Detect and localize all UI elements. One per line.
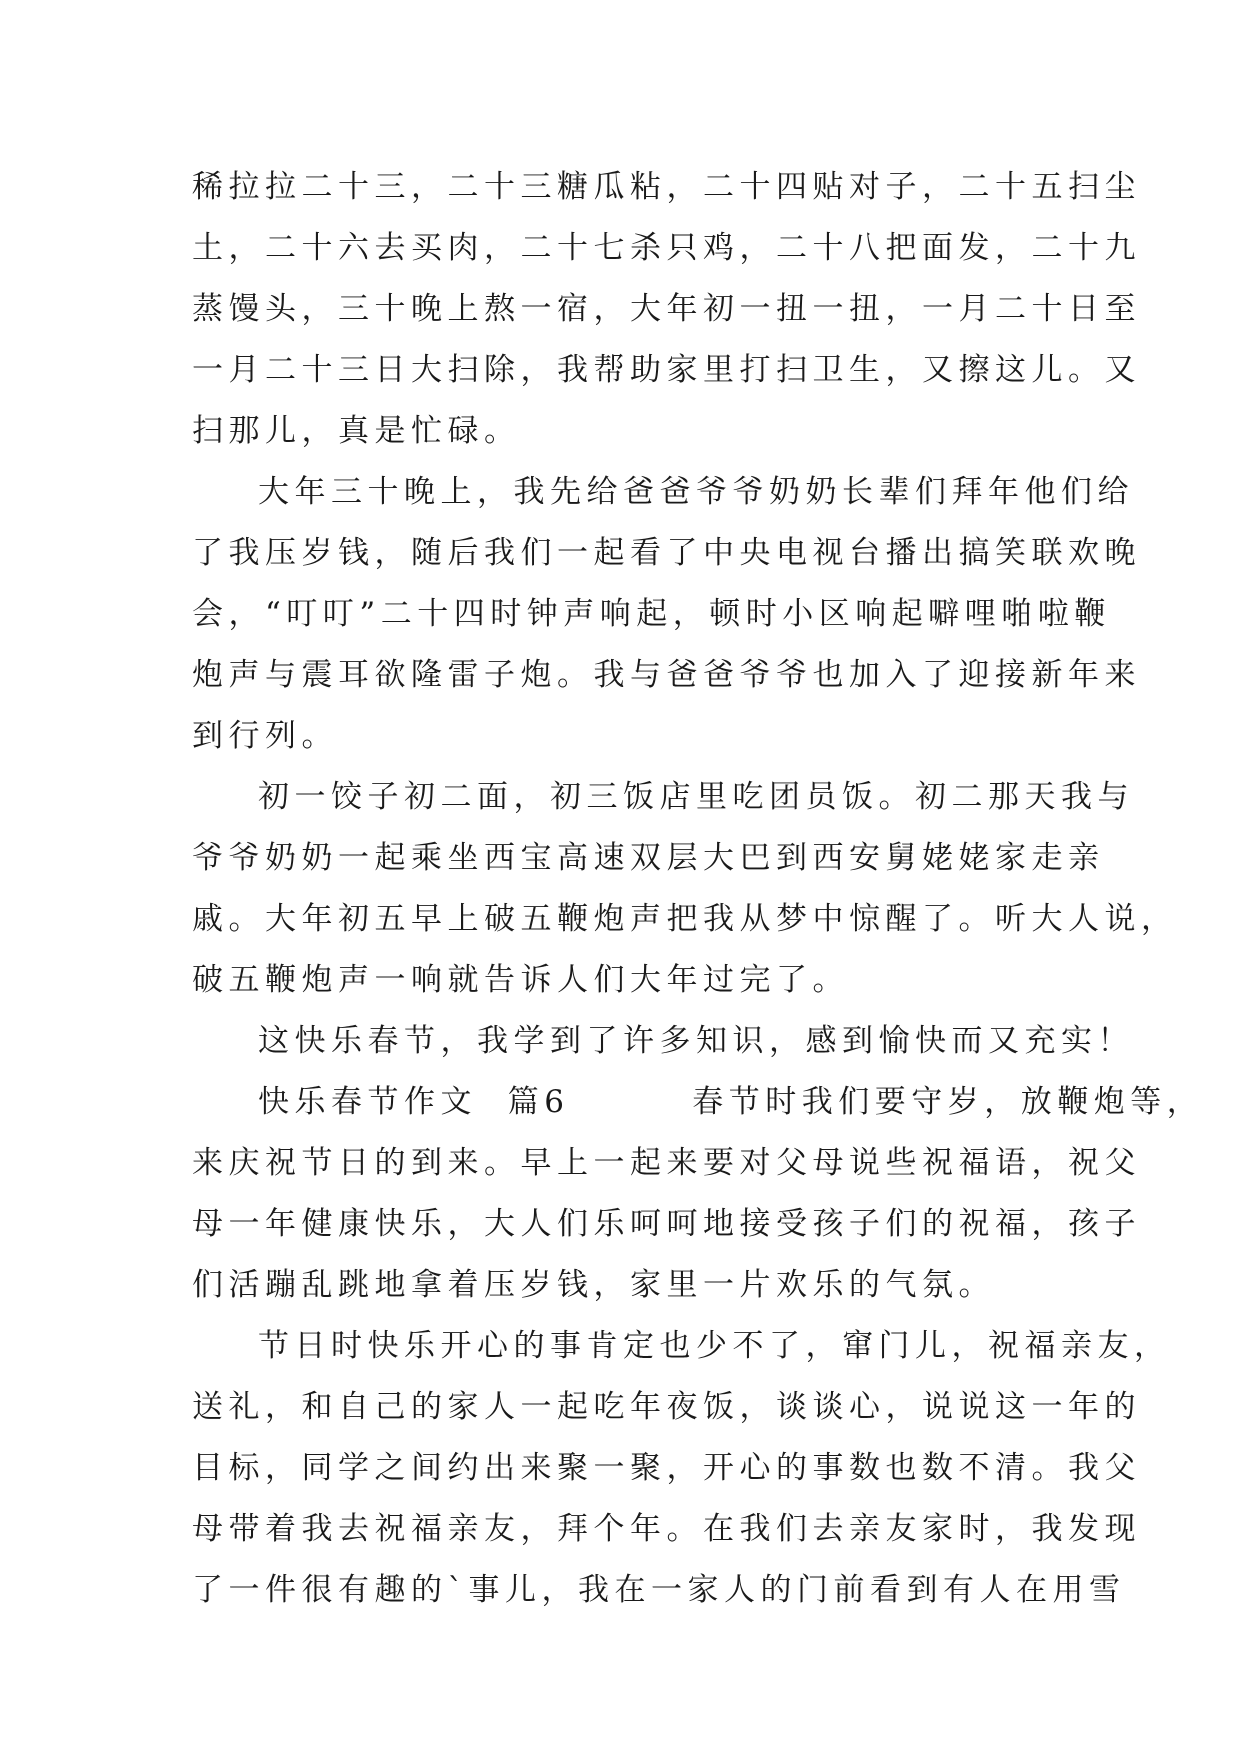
- text-line: 目标，同学之间约出来聚一聚，开心的事数也数不清。我父: [192, 1450, 1141, 1486]
- text-line: 稀拉拉二十三，二十三糖瓜粘，二十四贴对子，二十五扫尘: [192, 169, 1141, 205]
- text-line: 扫那儿，真是忙碌。: [192, 413, 521, 449]
- paragraph-start-line: 这快乐春节，我学到了许多知识，感到愉快而又充实！: [258, 1023, 1134, 1059]
- text-line: 会，“叮叮”二十四时钟声响起，顿时小区响起噼哩啪啦鞭: [192, 596, 1111, 632]
- text-line: 了一件很有趣的`事儿，我在一家人的门前看到有人在用雪: [192, 1572, 1126, 1608]
- text-line: 送礼，和自己的家人一起吃年夜饭，谈谈心，说说这一年的: [192, 1389, 1141, 1425]
- text-line: 来庆祝节日的到来。早上一起来要对父母说些祝福语，祝父: [192, 1145, 1141, 1181]
- text-line: 炮声与震耳欲隆雷子炮。我与爸爸爷爷也加入了迎接新年来: [192, 657, 1141, 693]
- text-line: 爷爷奶奶一起乘坐西宝高速双层大巴到西安舅姥姥家走亲: [192, 840, 1105, 876]
- text-line: 戚。大年初五早上破五鞭炮声把我从梦中惊醒了。听大人说，: [192, 901, 1178, 937]
- text-line: 了我压岁钱，随后我们一起看了中央电视台播出搞笑联欢晚: [192, 535, 1141, 571]
- paragraph-start-line: 节日时快乐开心的事肯定也少不了，窜门儿，祝福亲友，: [258, 1328, 1171, 1364]
- text-line: 土，二十六去买肉，二十七杀只鸡，二十八把面发，二十九: [192, 230, 1141, 266]
- text-line: 们活蹦乱跳地拿着压岁钱，家里一片欢乐的气氛。: [192, 1267, 995, 1303]
- text-line: 母带着我去祝福亲友，拜个年。在我们去亲友家时，我发现: [192, 1511, 1141, 1547]
- text-line: 母一年健康快乐，大人们乐呵呵地接受孩子们的祝福，孩子: [192, 1206, 1141, 1242]
- section-heading-line: 快乐春节作文 篇6 春节时我们要守岁，放鞭炮等，: [258, 1084, 1204, 1120]
- text-line: 蒸馒头，三十晚上熬一宿，大年初一扭一扭，一月二十日至: [192, 291, 1141, 327]
- paragraph-start-line: 大年三十晚上，我先给爸爸爷爷奶奶长辈们拜年他们给: [258, 474, 1134, 510]
- text-line: 到行列。: [192, 718, 338, 754]
- paragraph-start-line: 初一饺子初二面，初三饭店里吃团员饭。初二那天我与: [258, 779, 1134, 815]
- essay-body: [192, 157, 1204, 1621]
- text-line: 破五鞭炮声一响就告诉人们大年过完了。: [192, 962, 849, 998]
- text-line: 一月二十三日大扫除，我帮助家里打扫卫生，又擦这儿。又: [192, 352, 1141, 388]
